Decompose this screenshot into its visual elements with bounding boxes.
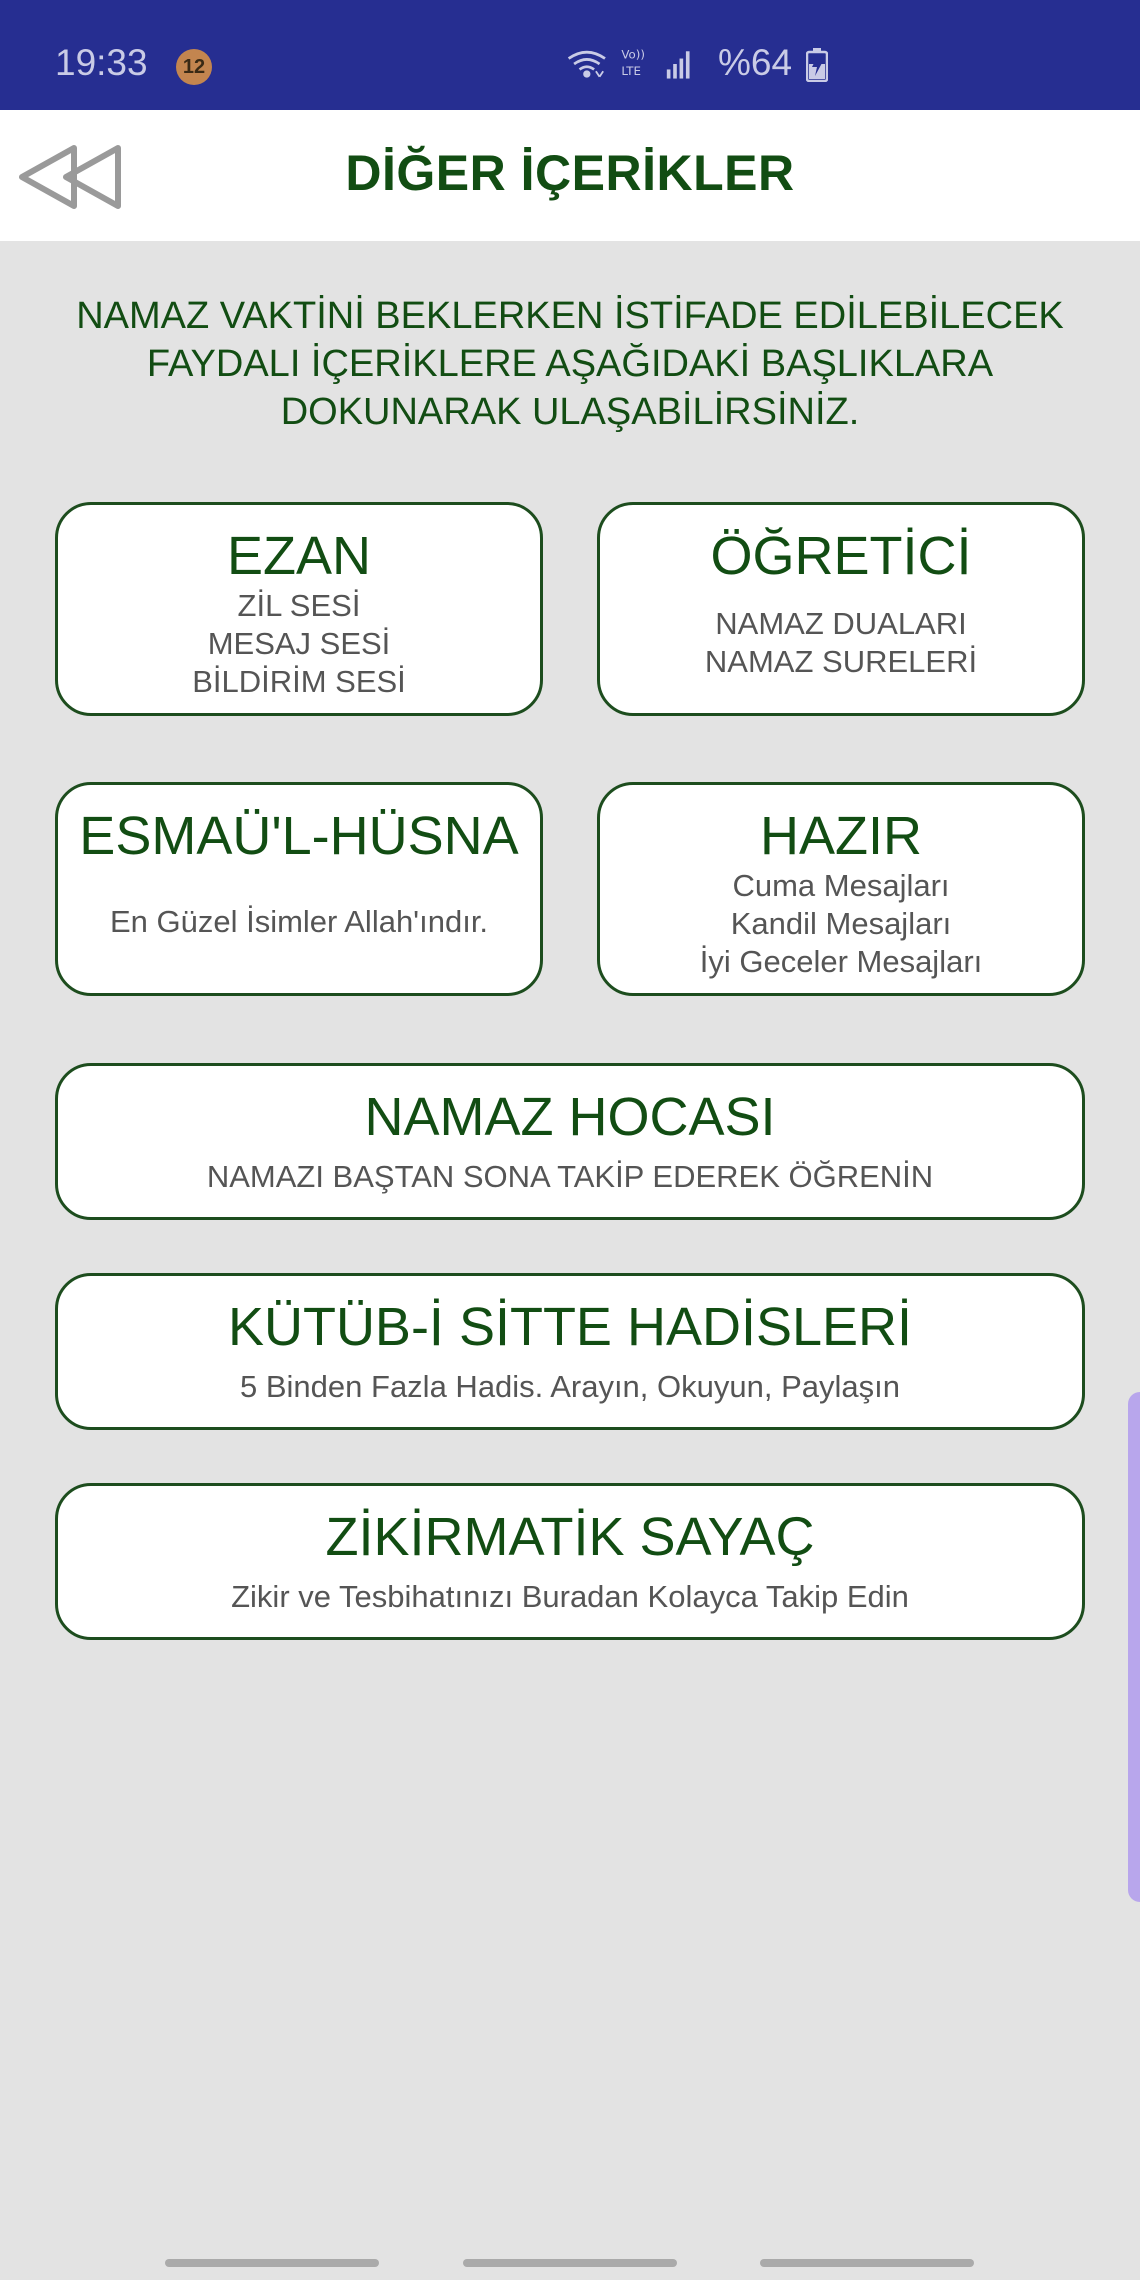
card-subtitle: İyi Geceler Mesajları xyxy=(699,944,983,979)
card-subtitle: En Güzel İsimler Allah'ındır. xyxy=(109,904,489,939)
card-title: HAZIR xyxy=(760,806,922,866)
card-ogretici[interactable] xyxy=(597,502,1085,716)
card-subtitle: BİLDİRİM SESİ xyxy=(192,664,406,699)
status-bar xyxy=(0,0,1140,110)
signal-icon xyxy=(667,51,690,78)
nav-recents-button[interactable] xyxy=(165,2259,379,2267)
card-subtitle: NAMAZ SURELERİ xyxy=(704,644,978,679)
page-title: DİĞER İÇERİKLER xyxy=(345,145,795,201)
card-subtitle: Kandil Mesajları xyxy=(730,906,952,941)
svg-text:LTE: LTE xyxy=(621,63,641,78)
card-title: ZİKİRMATİK SAYAÇ xyxy=(325,1507,815,1567)
nav-back-button[interactable] xyxy=(760,2259,974,2267)
navigation-bar xyxy=(0,2240,1140,2280)
volte-lte-icon xyxy=(621,48,645,78)
card-namaz-hocasi[interactable] xyxy=(55,1063,1085,1220)
card-hazir[interactable] xyxy=(597,782,1085,996)
card-zikirmatik[interactable] xyxy=(55,1483,1085,1640)
notification-badge: 12 xyxy=(176,49,212,85)
nav-home-button[interactable] xyxy=(463,2259,677,2267)
card-ezan[interactable] xyxy=(55,502,543,716)
card-esmaul-husna[interactable] xyxy=(55,782,543,996)
card-subtitle: NAMAZ DUALARI xyxy=(715,606,967,641)
status-time: 19:33 xyxy=(55,42,148,83)
battery-percent: %64 xyxy=(718,42,793,83)
svg-text:Vo)): Vo)) xyxy=(621,47,645,62)
app-header xyxy=(0,110,1140,241)
system-status-icons xyxy=(560,44,710,84)
battery-charging-icon xyxy=(806,48,828,82)
wifi-icon xyxy=(569,52,605,77)
card-subtitle: NAMAZI BAŞTAN SONA TAKİP EDEREK ÖĞRENİN xyxy=(206,1159,934,1194)
card-title: NAMAZ HOCASI xyxy=(364,1087,776,1147)
intro-text: NAMAZ VAKTİNİ BEKLERKEN İSTİFADE EDİLEBİLECEK FAYDALI İÇERİKLERE AŞAĞIDAKİ BAŞLIKLARA DOKUNARAK ULAŞABİLİRSİNİZ. xyxy=(76,295,1064,433)
card-subtitle: Cuma Mesajları xyxy=(732,868,950,903)
card-title: ÖĞRETİCİ xyxy=(710,526,972,586)
card-subtitle: ZİL SESİ xyxy=(237,588,361,623)
card-kutub-i-sitte[interactable] xyxy=(55,1273,1085,1430)
card-subtitle: MESAJ SESİ xyxy=(207,626,391,661)
card-title: KÜTÜB-İ SİTTE HADİSLERİ xyxy=(227,1297,913,1357)
card-subtitle: Zikir ve Tesbihatınızı Buradan Kolayca Takip Edin xyxy=(231,1579,909,1614)
edge-panel-handle[interactable] xyxy=(1128,1392,1140,1902)
card-title: ESMAÜ'L-HÜSNA xyxy=(79,806,519,866)
card-subtitle: 5 Binden Fazla Hadis. Arayın, Okuyun, Paylaşın xyxy=(240,1369,900,1404)
card-title: EZAN xyxy=(226,526,372,586)
